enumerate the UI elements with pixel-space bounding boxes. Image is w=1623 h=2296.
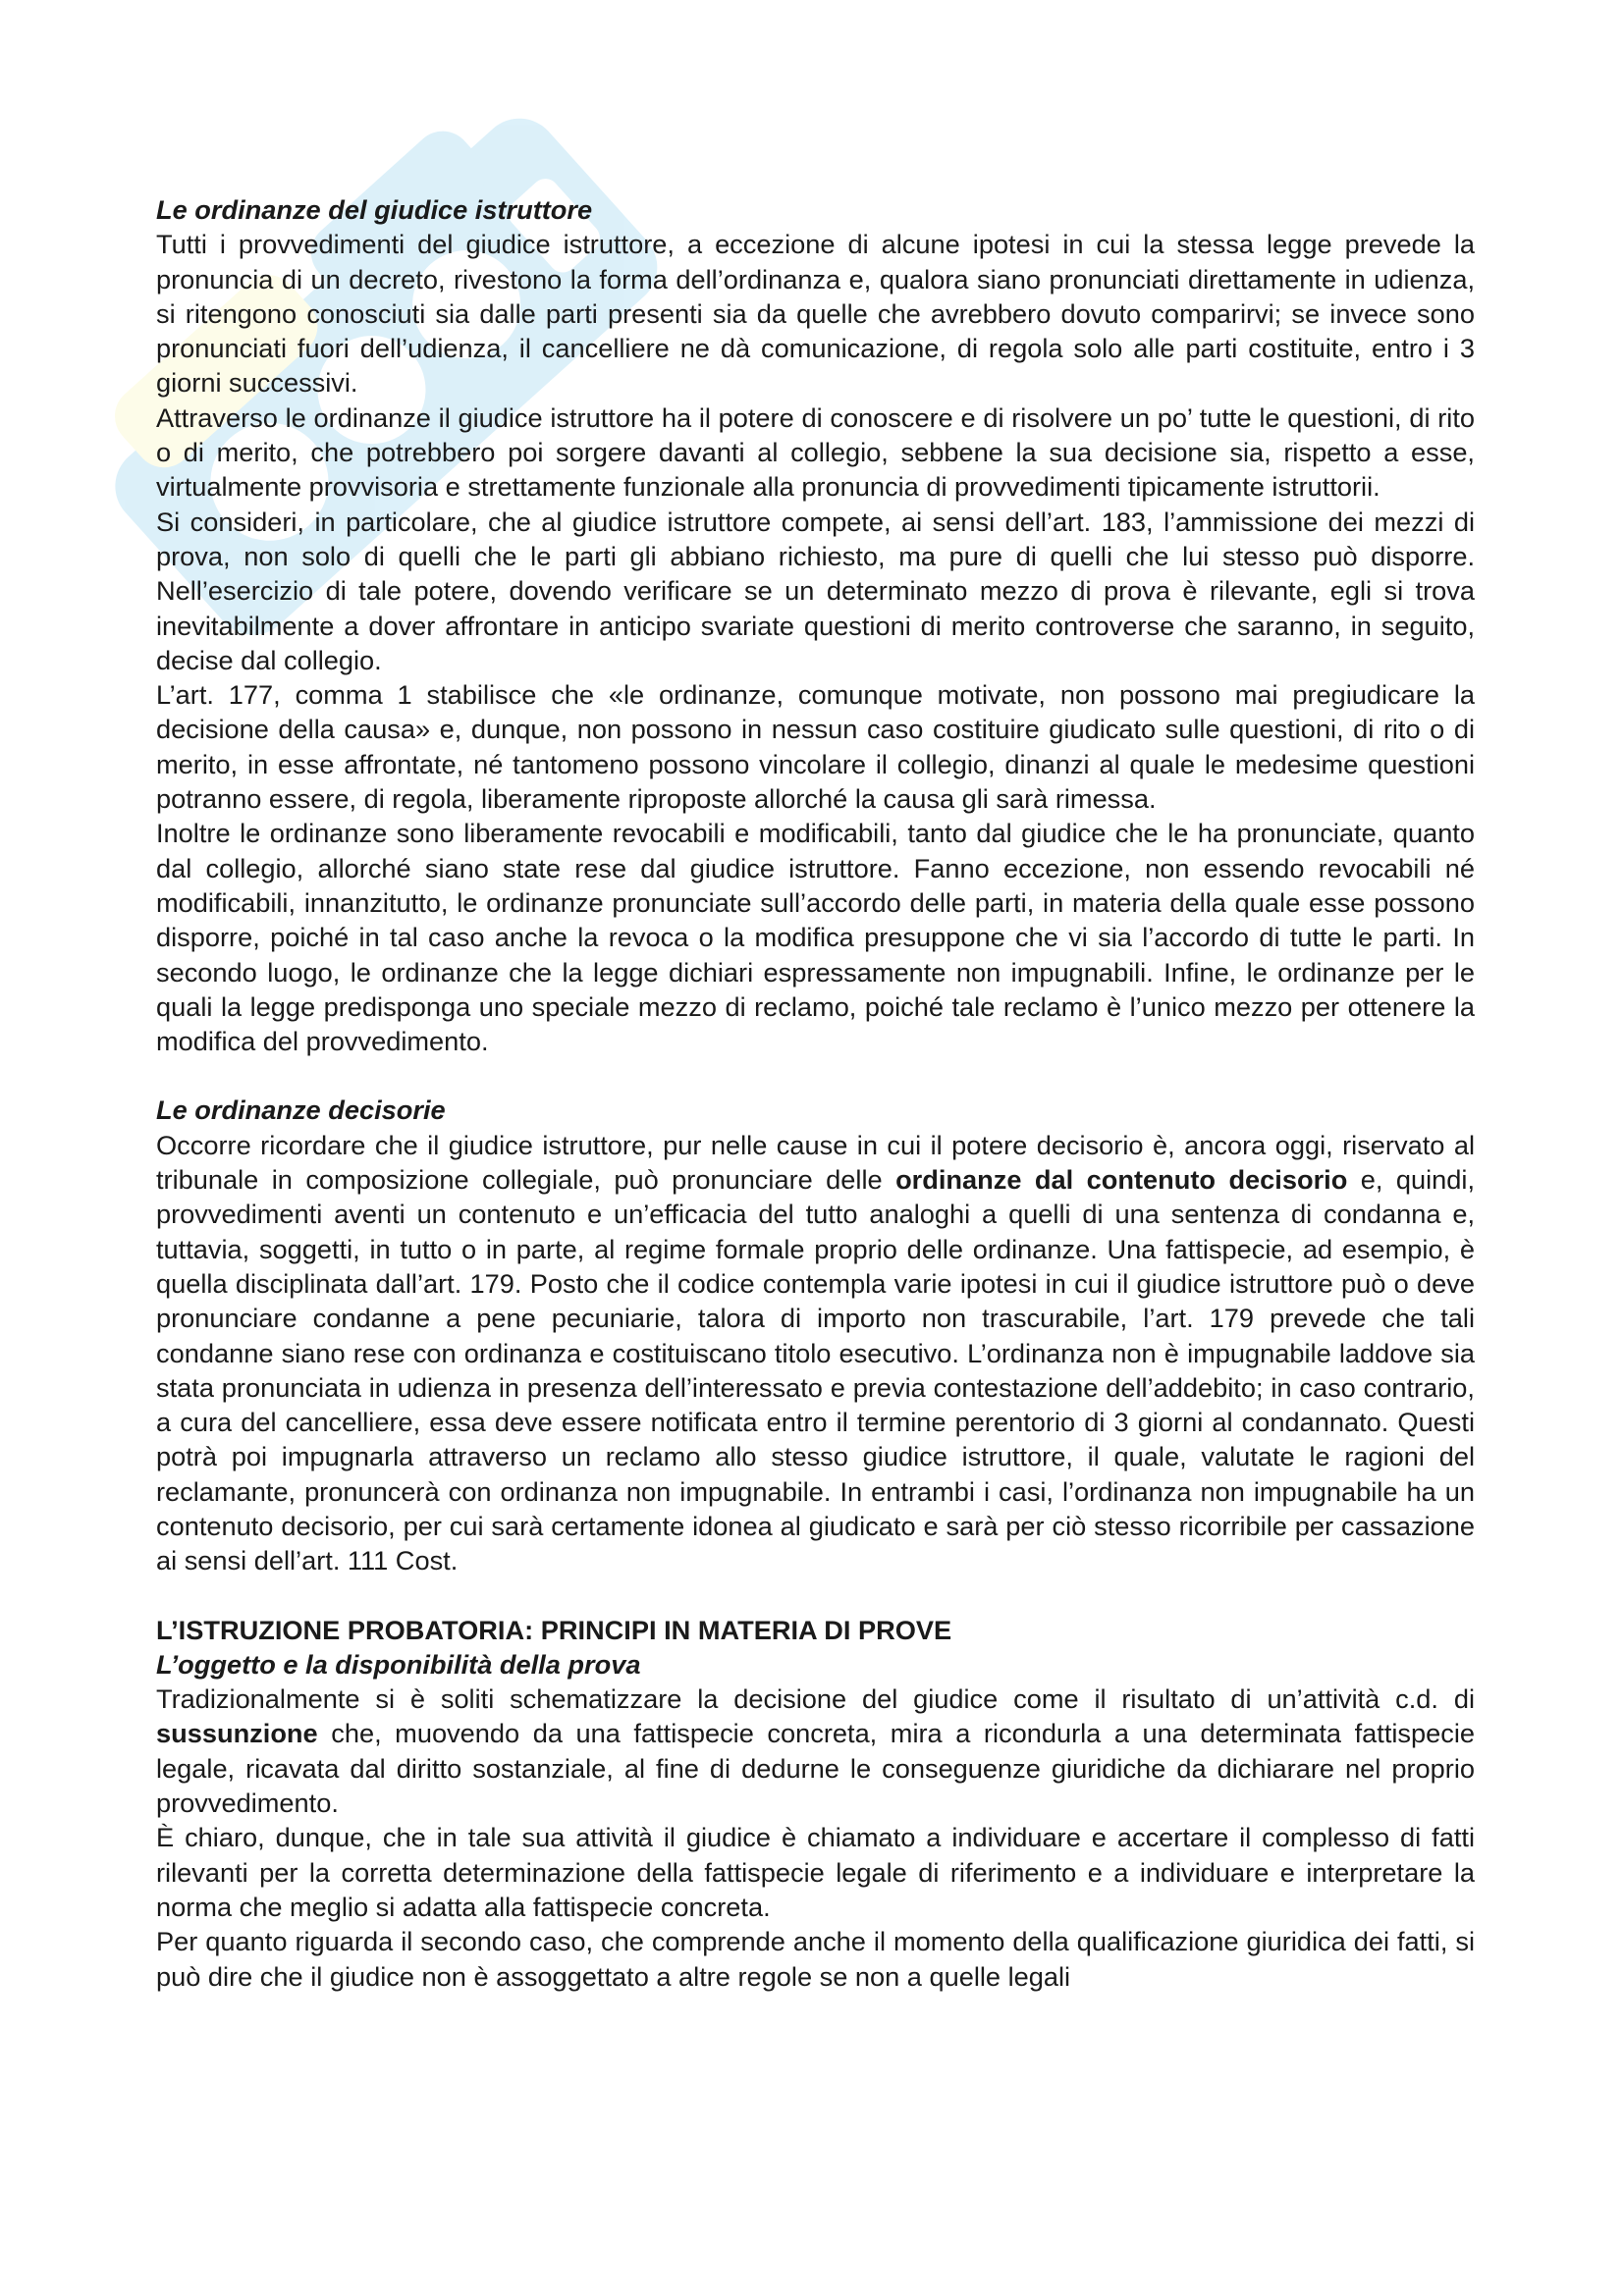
bold-term: sussunzione xyxy=(156,1718,318,1749)
section-subtitle: L’oggetto e la disponibilità della prova xyxy=(156,1648,641,1680)
text-run: e, quindi, provvedimenti aventi un contenuto e un’efficacia del tutto analoghi a quelli di una sentenza di condanna e, tuttavia, soggetti, in tutto o in parte, al regime formale proprio delle ordinanze. Una fattispecie, ad esempio, è quella disciplinata dall’art. 179. Posto che il codice contempla varie ipotesi in cui il giudice istruttore può o deve pronunciare condanne a pene pecuniarie, talora di importo non trascurabile, l’art. 179 prevede che tali condanne siano rese con ordinanza e costituiscano titolo esecutivo. L’ordinanza non è impugnabile laddove sia stata pronunciata in udienza in presenza dell’interessato e previa contestazione dell’addebito; in caso contrario, a cura del cancelliere, essa deve essere notificata entro il termine perentorio di 3 giorni al condannato. Questi potrà poi impugnarla attraverso un reclamo allo stesso giudice istruttore, il quale, valutate le ragioni del reclamante, pronuncerà con ordinanza non impugnabile. In entrambi i casi, l’ordinanza non impugnabile ha un contenuto decisorio, per cui sarà certamente idonea al giudicato e sarà per ciò stesso ricorribile per cassazione ai sensi dell’art. 111 Cost. xyxy=(156,1164,1475,1576)
document-body xyxy=(156,192,1475,1994)
paragraph: L’art. 177, comma 1 stabilisce che «le ordinanze, comunque motivate, non possono mai pregiudicare la decisione della causa» e, dunque, non possono in nessun caso costituire giudicato sulle questioni, di rito o di merito, in esse affrontate, né tantomeno possono vincolare il collegio, dinanzi al quale le medesime questioni potranno essere, di regola, liberamente riproposte allorché la causa gli sarà rimessa. xyxy=(156,679,1475,815)
paragraph: È chiaro, dunque, che in tale sua attività il giudice è chiamato a individuare e accertare il complesso di fatti rilevanti per la corretta determinazione della fattispecie legale di riferimento e a individuare e interpretare la norma che meglio si adatta alla fattispecie concreta. xyxy=(156,1822,1475,1922)
paragraph: Si consideri, in particolare, che al giudice istruttore compete, ai sensi dell’art. 183, l’ammissione dei mezzi di prova, non solo di quelli che le parti gli abbiano richiesto, ma pure di quelli che lui stesso può disporre. Nell’esercizio di tale potere, dovendo verificare se un determinato mezzo di prova è rilevante, egli si trova inevitabilmente a dover affrontare in anticipo svariate questioni di merito controverse che saranno, in seguito, decise dal collegio. xyxy=(156,506,1475,675)
text-run: Occorre ricordare che il giudice istruttore, pur nelle cause in cui il potere decisorio è, ancora oggi, riservato al tribunale in composizione collegiale, può pronunciare delle xyxy=(156,1129,1475,1196)
paragraph xyxy=(156,1682,1475,1820)
text-run: che, muovendo da una fattispecie concreta, mira a ricondurla a una determinata fattispecie legale, ricavata dal diritto sostanziale, al fine di dedurne le conseguenze giuridiche da dichiarare nel proprio provvedimento. xyxy=(156,1718,1475,1819)
section-title-ordinanze-giudice-istruttore: Le ordinanze del giudice istruttore xyxy=(156,194,593,225)
paragraph: Tutti i provvedimenti del giudice istruttore, a eccezione di alcune ipotesi in cui la stessa legge prevede la pronuncia di un decreto, rivestono la forma dell’ordinanza e, qualora siano pronunciati direttamente in udienza, si ritengono conosciuti sia dalle parti presenti sia da quelle che avrebbero dovuto comparirvi; se invece sono pronunciati fuori dell’udienza, il cancelliere ne dà comunicazione, di regola solo alle parti costituite, entro i 3 giorni successivi. xyxy=(156,229,1475,399)
bold-term: ordinanze dal contenuto decisorio xyxy=(895,1164,1348,1196)
paragraph: Attraverso le ordinanze il giudice istruttore ha il potere di conoscere e di risolvere un po’ tutte le questioni, di rito o di merito, che potrebbero poi sorgere davanti al collegio, sebbene la sua decisione sia, rispetto a esse, virtualmente provvisoria e strettamente funzionale alla pronuncia di provvedimenti tipicamente istruttorii. xyxy=(156,401,1475,503)
paragraph: Inoltre le ordinanze sono liberamente revocabili e modificabili, tanto dal giudice che le ha pronunciate, quanto dal collegio, allorché siano state rese dal giudice istruttore. Fanno eccezione, non essendo revocabili né modificabili, innanzitutto, le ordinanze pronunciate sull’accordo delle parti, in materia della quale esse possono disporre, poiché in tal caso anche la revoca o la modifica presuppone che vi sia l’accordo di tutte le parti. In secondo luogo, le ordinanze che la legge dichiari espressamente non impugnabili. Infine, le ordinanze per le quali la legge predisponga uno speciale mezzo di reclamo, poiché tale reclamo è l’unico mezzo per ottenere la modifica del provvedimento. xyxy=(156,818,1475,1057)
text-run: Tradizionalmente si è soliti schematizzare la decisione del giudice come il risultato di un’attività c.d. di xyxy=(156,1683,1475,1715)
chapter-heading: L’ISTRUZIONE PROBATORIA: PRINCIPI IN MATERIA DI PROVE xyxy=(156,1614,952,1645)
spacer xyxy=(156,1578,1475,1613)
section-title-ordinanze-decisorie: Le ordinanze decisorie xyxy=(156,1095,446,1126)
spacer xyxy=(156,1058,1475,1093)
paragraph: Per quanto riguarda il secondo caso, che comprende anche il momento della qualificazione giuridica dei fatti, si può dire che il giudice non è assoggettato a altre regole se non a quelle legali xyxy=(156,1926,1475,1992)
paragraph xyxy=(156,1128,1475,1578)
